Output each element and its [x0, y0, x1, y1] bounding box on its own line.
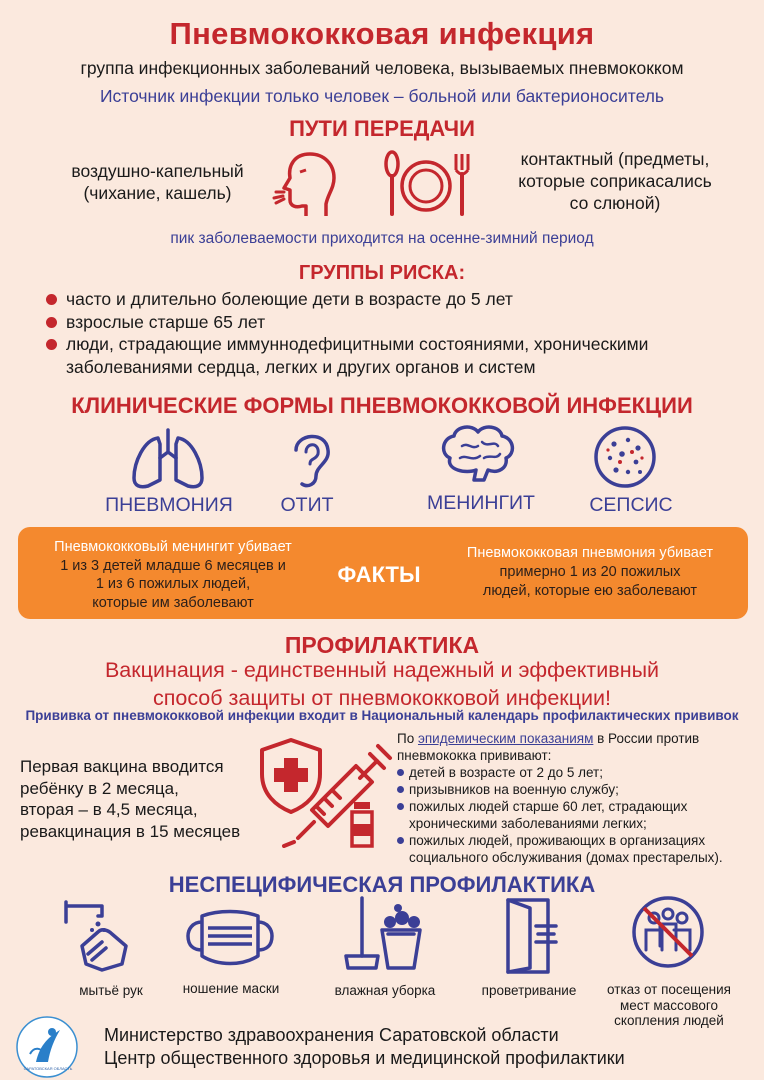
- epid-item-text: детей в возрасте от 2 до 5 лет;: [409, 765, 603, 780]
- infection-source: Источник инфекции только человек – больной или бактерионоситель: [99, 86, 665, 106]
- fact-meningitis: [28, 538, 318, 612]
- fact-meningitis-line: 1 из 6 пожилых людей,: [95, 576, 251, 592]
- risk-item-text: люди, страдающие иммуннодефицитными состояниями, хроническими заболеваниями сердца, легких и других органов и систем: [66, 334, 649, 377]
- fact-meningitis-line: которые им заболевают: [92, 594, 254, 611]
- contact-route-line: которые соприкасались: [518, 171, 712, 191]
- national-calendar-note: Прививка от пневмококковой инфекции входит в Национальный календарь профилактических прививок: [25, 708, 739, 723]
- risk-item: [46, 333, 756, 378]
- risk-item: [46, 311, 756, 334]
- schedule-line: Первая вакцина вводится: [20, 757, 224, 776]
- sneeze-head-icon: [272, 148, 344, 220]
- fact-pneumonia: [440, 544, 740, 601]
- epid-item: [397, 781, 757, 798]
- center-name: Центр общественного здоровья и медицинской профилактики: [104, 1048, 625, 1068]
- clinical-heading: КЛИНИЧЕСКИЕ ФОРМЫ ПНЕВМОКОККОВОЙ ИНФЕКЦИИ: [71, 393, 693, 418]
- epidemic-indications: [397, 730, 757, 866]
- schedule-line: вторая – в 4,5 месяца,: [20, 800, 198, 819]
- epid-item-text: призывников на военную службу;: [409, 782, 619, 797]
- transmission-heading: ПУТИ ПЕРЕДАЧИ: [289, 116, 475, 141]
- vaccination-line: способ защиты от пневмококковой инфекции!: [152, 686, 612, 710]
- risk-item-text: взрослые старше 65 лет: [66, 311, 266, 332]
- epid-item: [397, 832, 757, 866]
- epid-intro-pre: По: [397, 731, 418, 746]
- bullet-dot-icon: [46, 294, 57, 305]
- face-mask-icon: [184, 906, 276, 972]
- page-title: Пневмококковая инфекция: [169, 16, 595, 51]
- schedule-line: ревакцинация в 15 месяцев: [20, 821, 241, 841]
- risk-heading: ГРУППЫ РИСКА:: [298, 262, 466, 284]
- form-label-meningitis: МЕНИНГИТ: [427, 492, 535, 514]
- bullet-dot-icon: [397, 786, 404, 793]
- ministry-name: Министерство здравоохранения Саратовской области: [104, 1025, 559, 1045]
- ear-icon: [286, 428, 336, 490]
- airborne-route: [40, 160, 275, 204]
- ns-label-handwash: мытьё рук: [79, 983, 143, 998]
- peak-season: пик заболеваемости приходится на осенне-зимний период: [170, 230, 594, 247]
- epid-intro: [397, 730, 757, 764]
- fact-meningitis-line: 1 из 3 детей младше 6 месяцев и: [60, 557, 286, 574]
- epid-item-text: пожилых людей старше 60 лет, страдающих хроническими заболеваниями легких;: [409, 799, 688, 831]
- vaccine-vial-icon: [344, 800, 380, 850]
- sepsis-cell-icon: [592, 424, 658, 490]
- form-label-otitis: ОТИТ: [280, 494, 334, 516]
- risk-item-text: часто и длительно болеющие дети в возрасте до 5 лет: [66, 289, 513, 309]
- bullet-dot-icon: [397, 837, 404, 844]
- ns-label-ventilation: проветривание: [481, 983, 577, 998]
- epid-intro-post: в России против пневмококка прививают:: [397, 731, 700, 763]
- vaccination-line: Вакцинация - единственный надежный и эффективный: [104, 658, 660, 682]
- risk-list: [46, 288, 756, 378]
- nonspecific-heading: НЕСПЕЦИФИЧЕСКАЯ ПРОФИЛАКТИКА: [168, 872, 596, 897]
- ns-label-mask: ношение маски: [182, 981, 280, 996]
- plate-cutlery-icon: [380, 150, 475, 216]
- lungs-icon: [128, 428, 208, 490]
- ns-label-cleaning: влажная уборка: [334, 983, 436, 998]
- contact-route: [480, 148, 750, 214]
- logo-region-text: САРАТОВСКАЯ ОБЛАСТЬ: [23, 1066, 73, 1071]
- epid-item: [397, 764, 757, 781]
- page-subtitle: группа инфекционных заболеваний человека, вызываемых пневмококком: [80, 58, 684, 78]
- airborne-route-line: воздушно-капельный: [71, 161, 244, 181]
- risk-item: [46, 288, 756, 311]
- ns-label-no-crowds: отказ от посещения мест массового скопления людей: [607, 982, 731, 1028]
- fact-meningitis-line: Пневмококковый менингит убивает: [54, 539, 292, 555]
- prophylaxis-heading: ПРОФИЛАКТИКА: [284, 632, 480, 658]
- bullet-dot-icon: [397, 803, 404, 810]
- no-crowds-icon: [630, 894, 706, 970]
- epid-item: [397, 798, 757, 832]
- contact-route-line: со слюной): [569, 193, 661, 213]
- fact-pneumonia-line: людей, которые ею заболевают: [482, 583, 698, 599]
- schedule-line: ребёнку в 2 месяца,: [20, 778, 179, 798]
- form-label-pneumonia: ПНЕВМОНИЯ: [105, 494, 233, 516]
- form-label-sepsis: СЕПСИС: [589, 494, 673, 516]
- vaccine-schedule: [20, 756, 280, 842]
- contact-route-line: контактный (предметы,: [520, 149, 710, 169]
- bullet-dot-icon: [46, 317, 57, 328]
- mop-bucket-icon: [342, 894, 426, 974]
- open-window-icon: [500, 896, 560, 976]
- epid-intro-link: эпидемическим показаниям: [417, 731, 594, 746]
- epid-list: [397, 764, 757, 866]
- bullet-dot-icon: [397, 769, 404, 776]
- fact-pneumonia-line: Пневмококковая пневмония убивает: [466, 545, 714, 561]
- epid-item-text: пожилых людей, проживающих в организациях социального обслуживания (домах престарелых).: [409, 833, 723, 865]
- brain-icon: [438, 424, 518, 486]
- bullet-dot-icon: [46, 339, 57, 350]
- fact-pneumonia-line: примерно 1 из 20 пожилых: [499, 564, 681, 580]
- facts-label: ФАКТЫ: [337, 562, 421, 587]
- footer-organizations: [104, 1024, 625, 1070]
- handwash-icon: [62, 898, 134, 974]
- vaccination-statement: [0, 656, 764, 712]
- airborne-route-line: (чихание, кашель): [83, 183, 232, 203]
